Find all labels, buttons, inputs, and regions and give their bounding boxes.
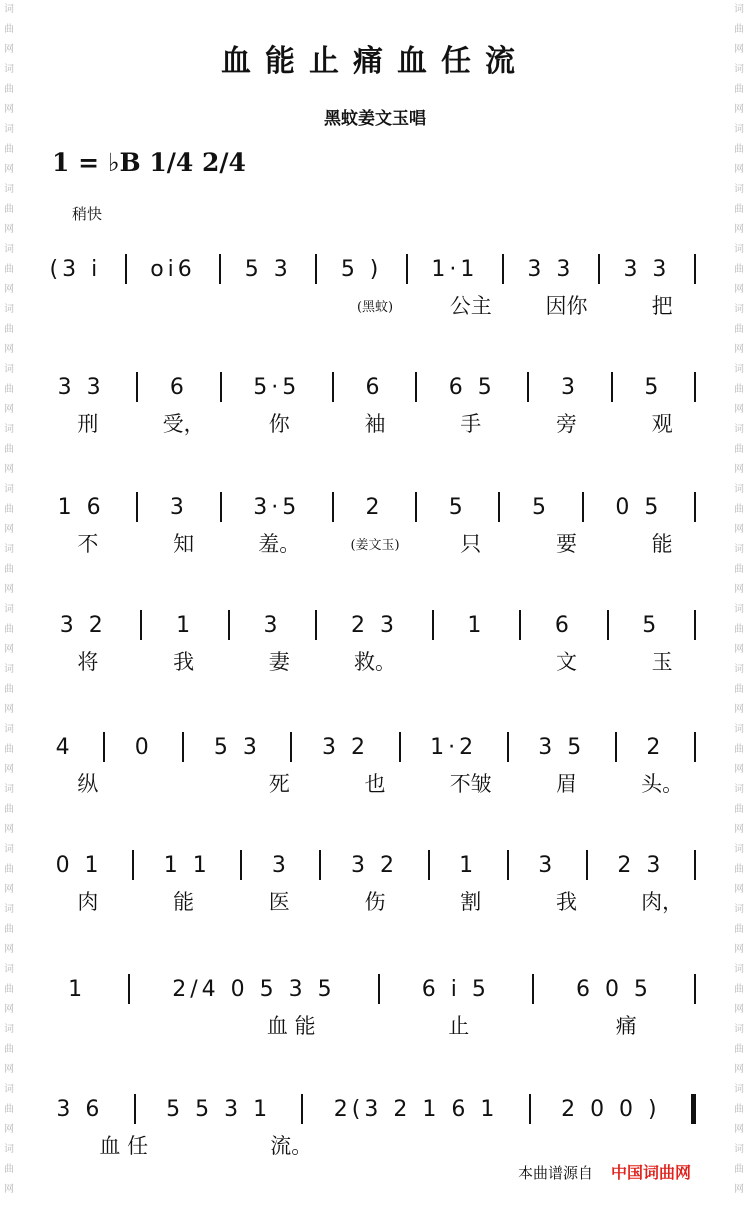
measure: 3 2 [350,852,398,878]
barline [607,610,609,640]
measure: 5 5 3 1 [166,1096,272,1122]
barline [694,254,696,284]
watermark-char: 曲 [4,684,14,695]
watermark-char: 网 [734,644,744,655]
notes-row [40,848,710,882]
watermark-char: 网 [4,164,14,175]
barline [182,732,184,762]
measure: (3 i [49,256,102,282]
watermark-char: 曲 [734,804,744,815]
barline [502,254,504,284]
watermark-char: 曲 [4,564,14,575]
watermark-char: 曲 [734,504,744,515]
notes-row [40,972,710,1006]
barline [432,610,434,640]
barline [219,254,221,284]
watermark-char: 网 [734,164,744,175]
lyric-syllable: (姜文玉) [350,537,400,553]
measure: 6 [365,374,384,400]
lyric-syllable: 文 [555,650,577,674]
watermark-char: 曲 [4,144,14,155]
lyric-syllable: 观 [651,412,673,436]
watermark-char: 网 [734,1004,744,1015]
barline [428,850,430,880]
watermark-char: 网 [4,104,14,115]
lyric-syllable: 痛 [615,1014,637,1038]
score-system [40,490,710,560]
tempo-marking: 稍快 [72,205,103,223]
barline [615,732,617,762]
measure: 6 [169,374,188,400]
measure: 3 3 [57,374,105,400]
barline [332,372,334,402]
singer-credit: 黑蚊姜文玉唱 [324,109,426,129]
watermark-char: 曲 [4,924,14,935]
watermark-char: 曲 [734,744,744,755]
watermark-char: 词 [4,244,14,255]
measure: 3 2 [59,612,107,638]
measure: 2 3 [350,612,398,638]
watermark-char: 词 [734,4,744,15]
watermark-char: 词 [4,784,14,795]
measure: 5 [644,374,663,400]
lyric-syllable: 我 [173,650,195,674]
barline [134,1094,136,1124]
watermark-char: 网 [4,1124,14,1135]
watermark-char: 词 [4,4,14,15]
watermark-char: 词 [734,364,744,375]
watermark-right [732,0,746,1209]
lyric-syllable: 要 [555,532,577,556]
watermark-char: 词 [734,184,744,195]
watermark-char: 词 [4,124,14,135]
watermark-char: 词 [4,424,14,435]
watermark-char: 词 [734,1024,744,1035]
watermark-char: 曲 [4,204,14,215]
watermark-char: 词 [4,904,14,915]
lyric-syllable: 肉 [77,890,99,914]
notes-row [40,490,710,524]
watermark-char: 词 [4,64,14,75]
lyric-syllable: 医 [268,890,290,914]
watermark-char: 曲 [734,1164,744,1175]
watermark-char: 网 [4,1064,14,1075]
watermark-char: 网 [4,1184,14,1195]
measure: 1 1 [163,852,211,878]
lyric-syllable: 玉 [651,650,673,674]
measure: 2 3 [617,852,665,878]
barline [694,732,696,762]
watermark-char: 网 [4,584,14,595]
watermark-char: 网 [734,764,744,775]
watermark-char: 词 [4,1024,14,1035]
measure: 3 [263,612,282,638]
watermark-char: 词 [4,1144,14,1155]
watermark-char: 词 [734,964,744,975]
measure: 6 [554,612,573,638]
lyric-syllable: 旁 [555,412,577,436]
watermark-char: 曲 [734,264,744,275]
watermark-char: 词 [4,964,14,975]
lyric-syllable: 不 [77,532,99,556]
lyric-syllable: 知 [173,532,195,556]
watermark-char: 曲 [4,984,14,995]
watermark-char: 词 [4,184,14,195]
lyrics-row [40,768,710,798]
measure: 2 0 0 ) [561,1096,661,1122]
source-site[interactable]: 中国词曲网 [611,1163,692,1182]
barline [136,492,138,522]
barline [301,1094,303,1124]
watermark-char: 网 [4,344,14,355]
lyric-syllable: 将 [77,650,99,674]
measure: 5 3 [244,256,292,282]
measure: 5 ) [340,256,383,282]
score-system [40,252,710,322]
watermark-char: 网 [734,824,744,835]
barline [532,974,534,1004]
watermark-char: 曲 [4,1044,14,1055]
watermark-char: 词 [734,304,744,315]
watermark-char: 网 [734,1124,744,1135]
watermark-char: 网 [734,1184,744,1195]
final-barline [691,1094,696,1124]
barline [220,492,222,522]
watermark-char: 曲 [734,564,744,575]
watermark-char: 曲 [734,84,744,95]
notes-row [40,1092,710,1126]
watermark-char: 词 [4,364,14,375]
watermark-char: 网 [734,524,744,535]
watermark-char: 曲 [734,924,744,935]
watermark-char: 曲 [4,864,14,875]
score-system [40,1092,710,1162]
measure: 2 [646,734,665,760]
watermark-char: 词 [734,124,744,135]
barline [399,732,401,762]
lyrics-row [40,886,710,916]
watermark-char: 网 [734,464,744,475]
lyric-syllable: 流。 [270,1134,313,1158]
measure: 0 [134,734,153,760]
lyric-syllable: (黑蚊) [356,299,394,315]
lyrics-row [40,1010,710,1040]
barline [125,254,127,284]
watermark-char: 曲 [4,24,14,35]
measure: 5 [448,494,467,520]
watermark-char: 词 [734,784,744,795]
lyric-syllable: 也 [364,772,386,796]
watermark-char: 网 [734,584,744,595]
watermark-char: 网 [4,404,14,415]
watermark-char: 曲 [4,1104,14,1115]
lyric-syllable: 把 [651,294,673,318]
barline [315,254,317,284]
lyric-syllable: 肉， [641,890,684,914]
lyric-syllable: 妻 [268,650,290,674]
barline [694,974,696,1004]
watermark-char: 曲 [734,624,744,635]
lyric-syllable: 止 [448,1014,470,1038]
lyric-syllable: 眉 [555,772,577,796]
watermark-char: 网 [4,1004,14,1015]
source-credit [518,1160,691,1183]
barline [694,850,696,880]
lyric-syllable: 羞。 [258,532,301,556]
song-title: 血能止痛血任流 [221,44,529,79]
barline [498,492,500,522]
watermark-char: 曲 [4,324,14,335]
lyric-syllable: 伤 [364,890,386,914]
lyric-syllable: 血 能 [266,1014,316,1038]
notes-row [40,252,710,286]
measure: 0 5 [615,494,663,520]
watermark-char: 网 [734,44,744,55]
barline [319,850,321,880]
watermark-char: 网 [4,764,14,775]
watermark-char: 词 [734,1084,744,1095]
barline [132,850,134,880]
barline [694,492,696,522]
watermark-char: 词 [734,664,744,675]
watermark-char: 网 [4,704,14,715]
barline [103,732,105,762]
watermark-char: 曲 [734,204,744,215]
measure: 1 [459,852,478,878]
barline [529,1094,531,1124]
notes-row [40,608,710,642]
lyrics-row [40,408,710,438]
watermark-left [2,0,16,1209]
lyric-syllable: 血 任 [99,1134,149,1158]
barline [315,610,317,640]
watermark-char: 词 [734,844,744,855]
watermark-char: 曲 [734,144,744,155]
barline [415,492,417,522]
measure: 3 [169,494,188,520]
barline [378,974,380,1004]
measure: oi6 [150,256,196,282]
watermark-char: 词 [734,904,744,915]
watermark-char: 曲 [4,384,14,395]
lyric-syllable: 割 [460,890,482,914]
measure: 6 0 5 [575,976,652,1002]
watermark-char: 网 [4,944,14,955]
watermark-char: 网 [4,44,14,55]
watermark-char: 曲 [4,804,14,815]
lyrics-row [40,528,710,558]
watermark-char: 词 [734,544,744,555]
lyric-syllable: 刑 [77,412,99,436]
measure: 3 6 [56,1096,104,1122]
lyric-syllable: 受， [162,412,205,436]
source-label: 本曲谱源自 [518,1164,594,1182]
watermark-char: 曲 [734,1044,744,1055]
measure: 3 2 [321,734,369,760]
measure: 2(3 2 1 6 1 [333,1096,499,1122]
watermark-char: 曲 [734,864,744,875]
watermark-char: 词 [4,604,14,615]
watermark-char: 曲 [734,324,744,335]
lyric-syllable: 手 [460,412,482,436]
watermark-char: 网 [734,884,744,895]
barline [332,492,334,522]
barline [220,372,222,402]
watermark-char: 曲 [734,24,744,35]
watermark-char: 网 [4,464,14,475]
watermark-char: 网 [734,104,744,115]
watermark-char: 曲 [734,444,744,455]
measure: 6 5 [448,374,496,400]
measure: 1 [467,612,486,638]
measure: 3 [538,852,557,878]
watermark-char: 网 [4,524,14,535]
watermark-char: 曲 [734,384,744,395]
watermark-char: 曲 [4,444,14,455]
watermark-char: 词 [4,664,14,675]
watermark-char: 曲 [4,84,14,95]
lyric-syllable: 只 [460,532,482,556]
barline [290,732,292,762]
watermark-char: 网 [4,884,14,895]
measure: 2 [365,494,384,520]
watermark-char: 网 [4,644,14,655]
barline [507,732,509,762]
watermark-char: 曲 [4,504,14,515]
measure: 0 1 [55,852,103,878]
watermark-char: 网 [734,284,744,295]
watermark-char: 词 [4,484,14,495]
watermark-char: 词 [734,484,744,495]
lyric-syllable: 因你 [545,294,588,318]
barline [611,372,613,402]
barline [415,372,417,402]
watermark-char: 网 [734,404,744,415]
watermark-char: 词 [734,1144,744,1155]
lyric-syllable: 公主 [449,294,492,318]
barline [582,492,584,522]
measure: 1 [176,612,195,638]
barline [228,610,230,640]
watermark-char: 网 [4,224,14,235]
score-system [40,848,710,918]
lyrics-row [40,646,710,676]
measure: 3 3 [623,256,671,282]
measure: 3 [561,374,580,400]
barline [240,850,242,880]
watermark-char: 曲 [734,684,744,695]
watermark-char: 网 [4,824,14,835]
measure: 3·5 [253,494,301,520]
lyric-syllable: 纵 [77,772,99,796]
watermark-char: 曲 [4,744,14,755]
watermark-char: 词 [4,1084,14,1095]
measure: 6 i 5 [421,976,490,1002]
watermark-char: 词 [734,604,744,615]
measure: 4 [55,734,74,760]
score-system [40,972,710,1042]
barline [140,610,142,640]
lyrics-row [40,1130,710,1160]
lyric-syllable: 能 [173,890,195,914]
watermark-char: 曲 [4,264,14,275]
measure: 1·1 [431,256,479,282]
barline [136,372,138,402]
barline [586,850,588,880]
watermark-char: 词 [734,244,744,255]
lyric-syllable: 死 [268,772,290,796]
barline [406,254,408,284]
lyric-syllable: 头。 [641,772,684,796]
measure: 1·2 [430,734,478,760]
lyric-syllable: 能 [651,532,673,556]
measure: 2/4 0 5 3 5 [172,976,336,1002]
watermark-char: 网 [4,284,14,295]
watermark-char: 词 [734,64,744,75]
notes-row [40,370,710,404]
barline [519,610,521,640]
barline [507,850,509,880]
watermark-char: 曲 [734,984,744,995]
barline [694,610,696,640]
watermark-char: 网 [734,704,744,715]
barline [694,372,696,402]
measure: 3 [271,852,290,878]
notes-row [40,730,710,764]
watermark-char: 网 [734,944,744,955]
measure: 3 3 [527,256,575,282]
watermark-char: 曲 [4,1164,14,1175]
watermark-char: 网 [734,1064,744,1075]
watermark-char: 网 [734,224,744,235]
watermark-char: 词 [4,544,14,555]
barline [598,254,600,284]
lyric-syllable: 不皱 [449,772,492,796]
lyric-syllable: 你 [268,412,290,436]
score-system [40,608,710,678]
lyric-syllable: 救。 [354,650,397,674]
watermark-char: 曲 [4,624,14,635]
watermark-char: 曲 [734,1104,744,1115]
score-system [40,730,710,800]
measure: 1 [68,976,87,1002]
lyric-syllable: 袖 [364,412,386,436]
measure: 5 [532,494,551,520]
watermark-char: 词 [4,844,14,855]
measure: 1 6 [57,494,105,520]
watermark-char: 词 [734,724,744,735]
key-signature: 1 = ♭B 1/4 2/4 [52,148,246,177]
barline [527,372,529,402]
score-system [40,370,710,440]
watermark-char: 词 [4,724,14,735]
measure: 5 3 [213,734,261,760]
watermark-char: 网 [734,344,744,355]
watermark-char: 词 [4,304,14,315]
watermark-char: 词 [734,424,744,435]
measure: 3 5 [538,734,586,760]
lyrics-row [40,290,710,320]
measure: 5·5 [253,374,301,400]
lyric-syllable: 我 [555,890,577,914]
barline [128,974,130,1004]
measure: 5 [642,612,661,638]
